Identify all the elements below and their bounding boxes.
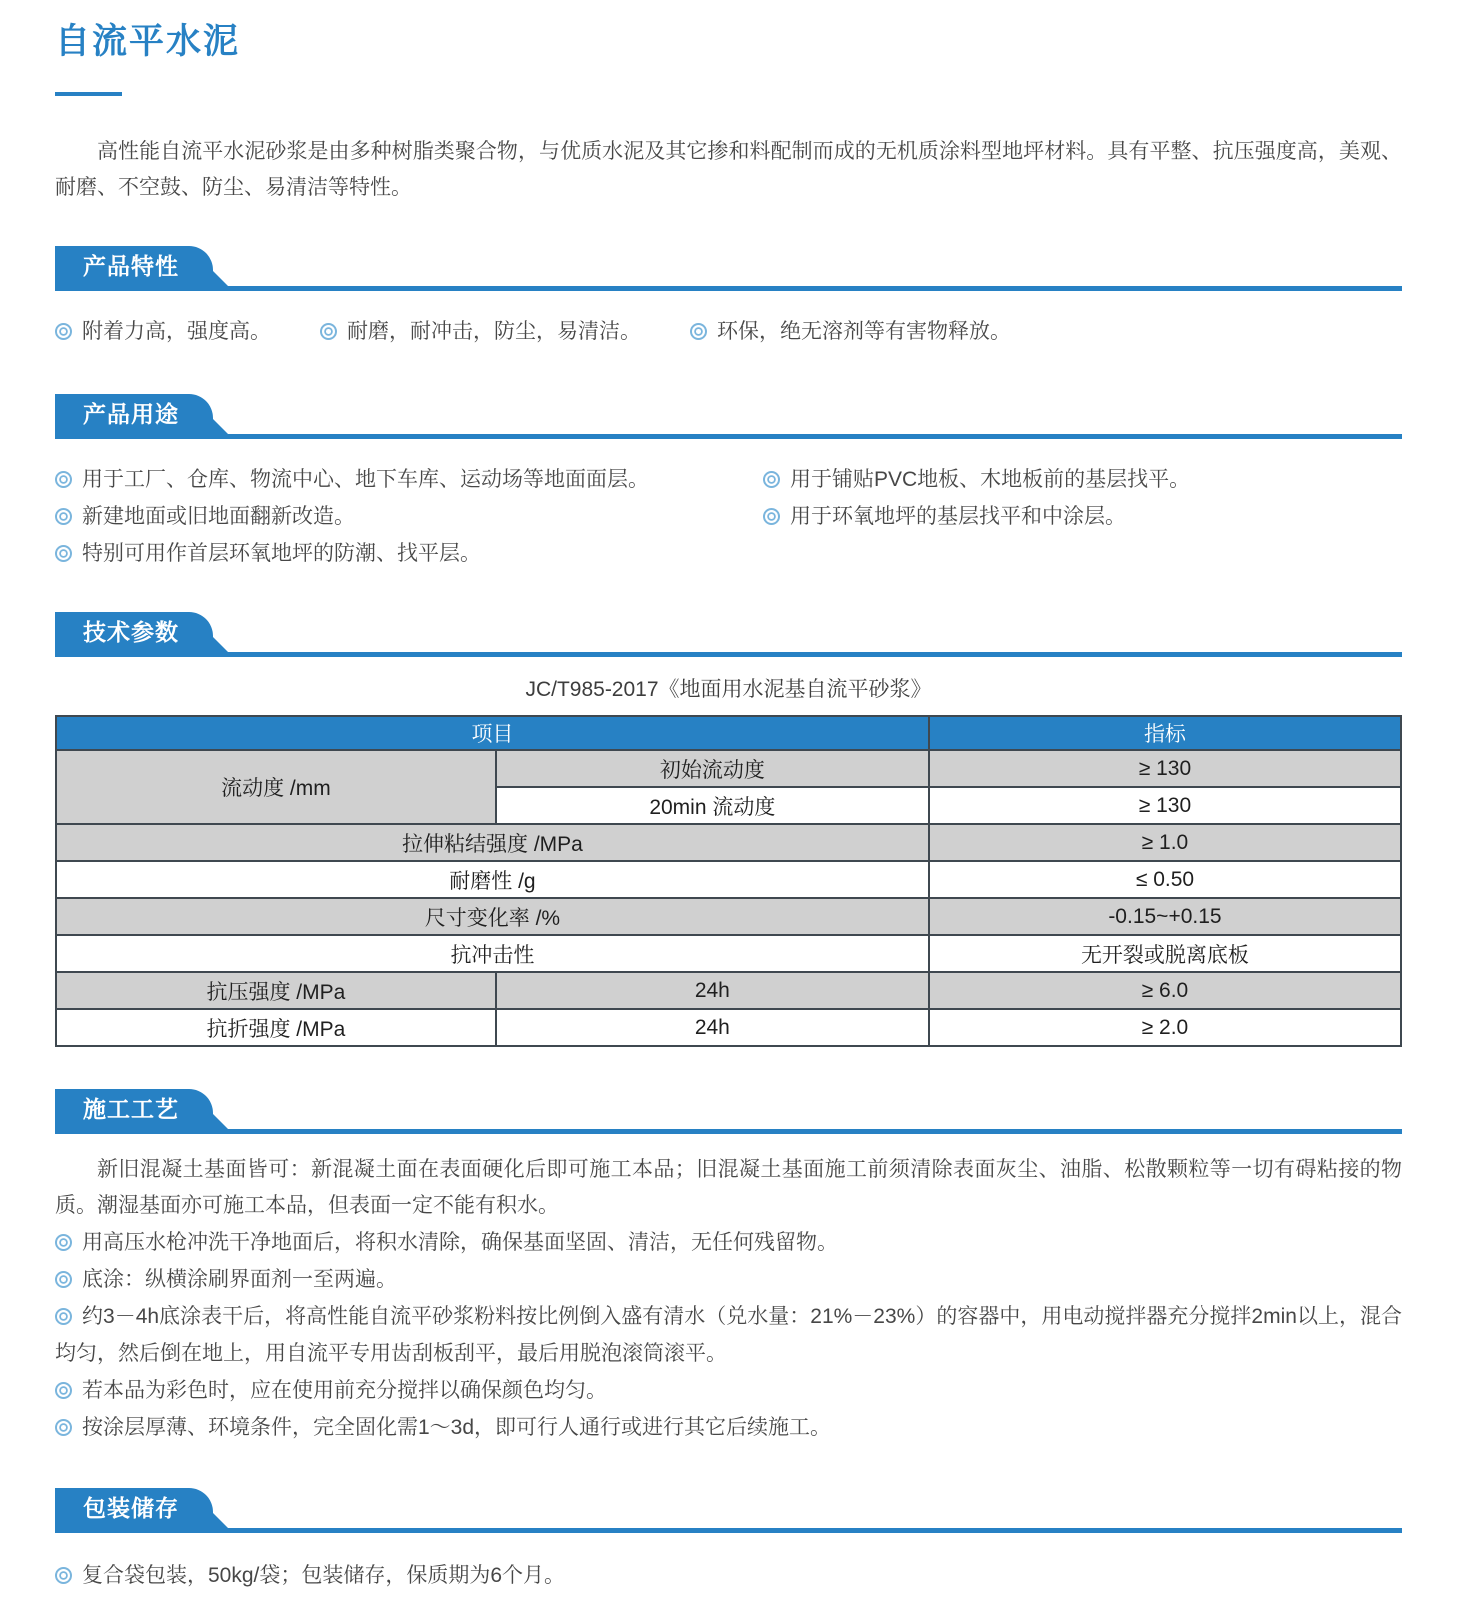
feature-text: 附着力高，强度高。 [82, 320, 271, 343]
section-uses [55, 394, 1402, 572]
table-row [56, 861, 1401, 898]
table-row [56, 1009, 1401, 1046]
bullseye-icon [320, 323, 337, 340]
section-header-bar [55, 246, 1402, 291]
process-paragraph: 新旧混凝土基面皆可：新混凝土面在表面硬化后即可施工本品；旧混凝土基面施工前须清除表面灰尘、油脂、松散颗粒等一切有碍粘接的物质。潮湿基面亦可施工本品，但表面一定不能有积水。 [55, 1158, 1402, 1217]
bullseye-icon [55, 1382, 72, 1399]
list-item [763, 498, 1402, 535]
table-cell: -0.15~+0.15 [929, 898, 1401, 935]
use-text: 用于环氧地坪的基层找平和中涂层。 [790, 505, 1126, 528]
title-underline [55, 92, 122, 96]
section-tab-process [55, 1089, 213, 1129]
table-cell: 无开裂或脱离底板 [929, 935, 1401, 972]
table-cell: ≤ 0.50 [929, 861, 1401, 898]
bullseye-icon [690, 323, 707, 340]
column-header-item: 项目 [56, 716, 929, 750]
bullseye-icon [763, 508, 780, 525]
table-row [56, 824, 1401, 861]
table-row [56, 898, 1401, 935]
table-row [56, 972, 1401, 1009]
bullseye-icon [55, 323, 72, 340]
uses-columns [55, 461, 1402, 572]
section-tab-features [55, 246, 213, 286]
table-row [56, 935, 1401, 972]
table-cell: ≥ 2.0 [929, 1009, 1401, 1046]
section-heading: 施工工艺 [83, 1096, 179, 1122]
list-item [763, 461, 1402, 498]
table-cell: 流动度 /mm [56, 750, 496, 824]
table-cell: ≥ 6.0 [929, 972, 1401, 1009]
section-storage [55, 1488, 1402, 1594]
use-text: 新建地面或旧地面翻新改造。 [82, 505, 355, 528]
section-tab-tech [55, 612, 213, 652]
table-cell: ≥ 1.0 [929, 824, 1401, 861]
table-cell: ≥ 130 [929, 750, 1401, 787]
feature-text: 耐磨，耐冲击，防尘，易清洁。 [347, 320, 641, 343]
table-cell: 初始流动度 [496, 750, 929, 787]
section-features [55, 246, 1402, 350]
list-item [55, 461, 763, 498]
section-heading: 产品用途 [83, 401, 179, 427]
list-item [320, 313, 690, 350]
section-heading: 产品特性 [83, 253, 179, 279]
list-item [55, 1409, 1402, 1446]
section-header-bar [55, 1488, 1402, 1533]
table-cell: 尺寸变化率 /% [56, 898, 929, 935]
section-header-bar [55, 394, 1402, 439]
table-cell: 24h [496, 1009, 929, 1046]
table-header-row [56, 716, 1401, 750]
storage-text: 复合袋包装，50kg/袋；包装储存，保质期为6个月。 [82, 1564, 566, 1587]
section-heading: 技术参数 [83, 619, 179, 645]
process-step-text: 若本品为彩色时，应在使用前充分搅拌以确保颜色均匀。 [82, 1379, 607, 1402]
list-item [55, 1261, 1402, 1298]
section-header-bar [55, 1089, 1402, 1134]
feature-list [55, 313, 1402, 350]
table-row [56, 750, 1401, 787]
bullseye-icon [763, 471, 780, 488]
bullseye-icon [55, 1308, 72, 1325]
use-text: 特别可用作首层环氧地坪的防潮、找平层。 [82, 542, 481, 565]
list-item [55, 1224, 1402, 1261]
table-cell: 耐磨性 /g [56, 861, 929, 898]
table-cell: 24h [496, 972, 929, 1009]
section-tab-storage [55, 1488, 213, 1528]
list-item [55, 1298, 1402, 1372]
table-cell: 抗压强度 /MPa [56, 972, 496, 1009]
standard-caption: JC/T985-2017《地面用水泥基自流平砂浆》 [525, 678, 932, 701]
section-process [55, 1089, 1402, 1446]
list-item [55, 498, 763, 535]
process-step-text: 约3－4h底涂表干后，将高性能自流平砂浆粉料按比例倒入盛有清水（兑水量：21%－23%）的容器中，用电动搅拌器充分搅拌2min以上，混合均匀，然后倒在地上，用自流平专用齿刮板刮平，最后用脱泡滚筒滚平。 [55, 1305, 1402, 1365]
table-cell: ≥ 130 [929, 787, 1401, 824]
table-cell: 20min 流动度 [496, 787, 929, 824]
list-item [55, 535, 763, 572]
process-step-text: 底涂：纵横涂刷界面剂一至两遍。 [82, 1268, 397, 1291]
bullseye-icon [55, 508, 72, 525]
bullseye-icon [55, 1234, 72, 1251]
bullseye-icon [55, 1567, 72, 1584]
section-header-bar [55, 612, 1402, 657]
table-cell: 抗冲击性 [56, 935, 929, 972]
uses-list-left [55, 461, 763, 572]
table-cell: 抗折强度 /MPa [56, 1009, 496, 1046]
spec-table [55, 715, 1402, 1047]
section-heading: 包装储存 [83, 1495, 179, 1521]
list-item [55, 313, 320, 350]
list-item [55, 1557, 1402, 1594]
use-text: 用于铺贴PVC地板、木地板前的基层找平。 [790, 468, 1191, 491]
section-tab-uses [55, 394, 213, 434]
column-header-index: 指标 [929, 716, 1401, 750]
process-list [55, 1224, 1402, 1446]
page-title: 自流平水泥 [55, 22, 241, 61]
list-item [55, 1372, 1402, 1409]
bullseye-icon [55, 545, 72, 562]
uses-list-right [763, 461, 1402, 572]
bullseye-icon [55, 471, 72, 488]
process-step-text: 按涂层厚薄、环境条件，完全固化需1～3d，即可行人通行或进行其它后续施工。 [82, 1416, 832, 1439]
bullseye-icon [55, 1271, 72, 1288]
table-cell: 拉伸粘结强度 /MPa [56, 824, 929, 861]
list-item [690, 313, 1011, 350]
process-step-text: 用高压水枪冲洗干净地面后，将积水清除，确保基面坚固、清洁，无任何残留物。 [82, 1231, 838, 1254]
use-text: 用于工厂、仓库、物流中心、地下车库、运动场等地面面层。 [82, 468, 649, 491]
storage-list [55, 1557, 1402, 1594]
feature-text: 环保，绝无溶剂等有害物释放。 [717, 320, 1011, 343]
intro-paragraph: 高性能自流平水泥砂浆是由多种树脂类聚合物，与优质水泥及其它掺和料配制而成的无机质涂料型地坪材料。具有平整、抗压强度高，美观、耐磨、不空鼓、防尘、易清洁等特性。 [55, 140, 1402, 199]
section-tech [55, 612, 1402, 1047]
bullseye-icon [55, 1419, 72, 1436]
